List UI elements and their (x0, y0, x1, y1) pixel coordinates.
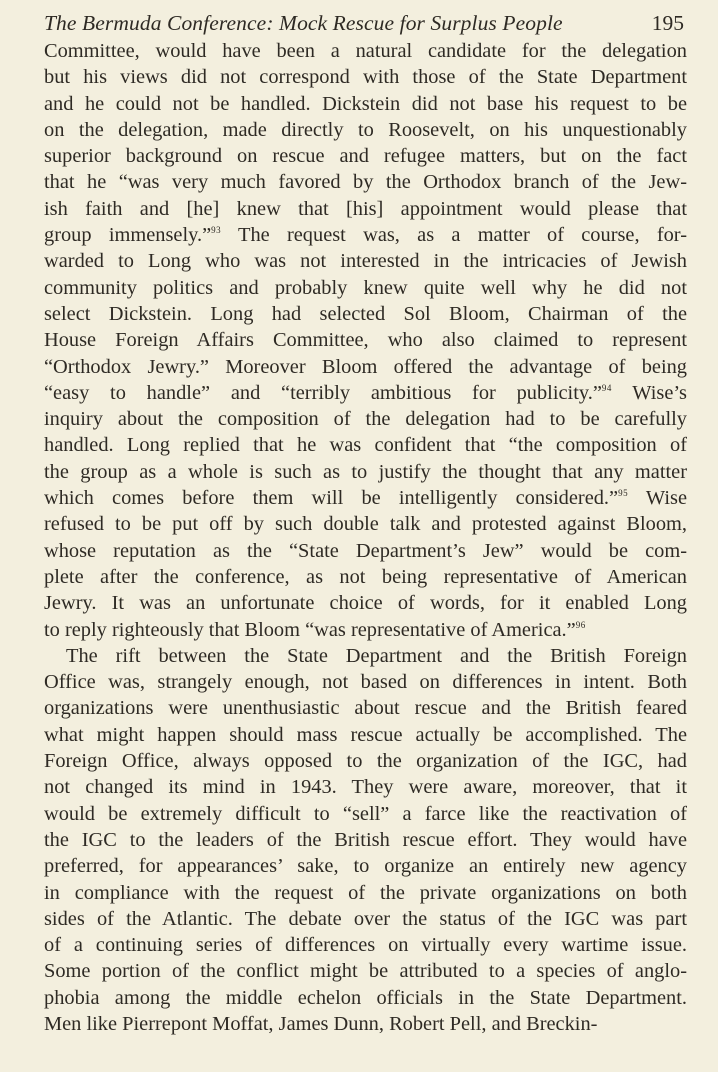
line-text: to reply righteously that Bloom “was representative of America.” (44, 618, 576, 641)
text-line (44, 538, 687, 564)
body-text (44, 38, 687, 1037)
line-text: “easy to handle” and “terribly ambitious for publicity.” (44, 381, 602, 404)
text-line (44, 459, 687, 485)
line-text: Office was, strangely enough, not based on differences in intent. Both (44, 671, 687, 694)
running-head (44, 8, 687, 38)
text-line (44, 91, 687, 117)
footnote-marker[interactable]: 93 (211, 225, 222, 236)
line-text: what might happen should mass rescue actually be accomplished. The (44, 723, 687, 746)
line-text-continued: Wise’s (611, 381, 687, 404)
line-text: Foreign Office, always opposed to the organization of the IGC, had (44, 750, 687, 773)
text-line (44, 880, 687, 906)
text-line (44, 985, 687, 1011)
text-line (44, 380, 687, 406)
line-text: not changed its mind in 1943. They were aware, moreover, that it (44, 776, 687, 799)
text-line (44, 932, 687, 958)
text-line (44, 511, 687, 537)
text-line (44, 722, 687, 748)
text-line (44, 354, 687, 380)
line-text: group immensely.” (44, 224, 212, 247)
paragraph (44, 643, 687, 1037)
paragraph (44, 38, 687, 643)
line-text: on the delegation, made directly to Roosevelt, on his unquestionably (44, 118, 687, 141)
line-text-continued: Wise (628, 487, 687, 510)
text-line (44, 406, 687, 432)
line-text: inquiry about the composition of the delegation had to be carefully (44, 408, 687, 431)
line-text: House Foreign Affairs Committee, who also claimed to represent (44, 329, 687, 352)
text-line (44, 801, 687, 827)
text-line (44, 643, 687, 669)
text-line (44, 906, 687, 932)
line-text: would be extremely difficult to “sell” a farce like the reactivation of (44, 802, 687, 825)
line-text: select Dickstein. Long had selected Sol Bloom, Chairman of the (44, 302, 687, 325)
line-text: which comes before them will be intelligently considered.” (44, 487, 619, 510)
line-text: phobia among the middle echelon officials in the State Department. (44, 986, 687, 1009)
text-line (44, 169, 687, 195)
line-text: sides of the Atlantic. The debate over the status of the IGC was part (44, 907, 687, 930)
text-line (44, 1011, 687, 1037)
line-text: the group as a whole is such as to justify the thought that any matter (44, 460, 687, 483)
line-text: Committee, would have been a natural candidate for the delegation (44, 40, 687, 62)
line-text: that he “was very much favored by the Orthodox branch of the Jew- (44, 171, 687, 194)
text-line (44, 748, 687, 774)
text-line (44, 327, 687, 353)
text-line (44, 958, 687, 984)
line-text: The rift between the State Department and the British Foreign (66, 644, 687, 667)
line-text: Men like Pierrepont Moffat, James Dunn, Robert Pell, and Breckin- (44, 1012, 598, 1035)
line-text: of a continuing series of differences on virtually every wartime issue. (44, 934, 687, 957)
running-title: The Bermuda Conference: Mock Rescue for Surplus People (44, 11, 563, 35)
footnote-marker[interactable]: 94 (601, 382, 612, 393)
text-line (44, 617, 687, 643)
line-text-continued: The request was, as a matter of course, for- (221, 224, 687, 247)
text-line (44, 774, 687, 800)
text-line (44, 432, 687, 458)
line-text: organizations were unenthusiastic about rescue and the British feared (44, 697, 687, 720)
footnote-marker[interactable]: 96 (575, 619, 586, 630)
line-text: plete after the conference, as not being representative of American (44, 565, 687, 588)
text-line (44, 117, 687, 143)
text-line (44, 143, 687, 169)
text-line (44, 275, 687, 301)
line-text: Some portion of the conflict might be attributed to a species of anglo- (44, 960, 687, 983)
line-text: handled. Long replied that he was confident that “the composition of (44, 434, 687, 457)
footnote-marker[interactable]: 95 (618, 488, 629, 499)
text-line (44, 853, 687, 879)
page-number: 195 (651, 11, 684, 35)
line-text: superior background on rescue and refugee matters, but on the fact (44, 145, 687, 168)
text-line (44, 301, 687, 327)
line-text: and he could not be handled. Dickstein did not base his request to be (44, 92, 687, 115)
text-line (44, 590, 687, 616)
line-text: ish faith and [he] knew that [his] appointment would please that (44, 197, 687, 220)
text-line (44, 196, 687, 222)
text-line (44, 564, 687, 590)
line-text: refused to be put off by such double talk and protested against Bloom, (44, 513, 687, 536)
text-line (44, 38, 687, 64)
line-text: preferred, for appearances’ sake, to organize an entirely new agency (44, 855, 687, 878)
line-text: Jewry. It was an unfortunate choice of words, for it enabled Long (44, 592, 687, 615)
text-line (44, 64, 687, 90)
line-text: warded to Long who was not interested in the intricacies of Jewish (44, 250, 687, 273)
line-text: whose reputation as the “State Department’s Jew” would be com- (44, 539, 687, 562)
line-text: in compliance with the request of the private organizations on both (44, 881, 687, 904)
line-text: “Orthodox Jewry.” Moreover Bloom offered the advantage of being (44, 355, 687, 378)
text-line (44, 485, 687, 511)
text-line (44, 669, 687, 695)
text-line (44, 695, 687, 721)
line-text: the IGC to the leaders of the British rescue effort. They would have (44, 828, 687, 851)
text-line (44, 222, 687, 248)
line-text: community politics and probably knew quite well why he did not (44, 276, 687, 299)
text-line (44, 827, 687, 853)
line-text: but his views did not correspond with those of the State Department (44, 66, 687, 89)
text-line (44, 248, 687, 274)
